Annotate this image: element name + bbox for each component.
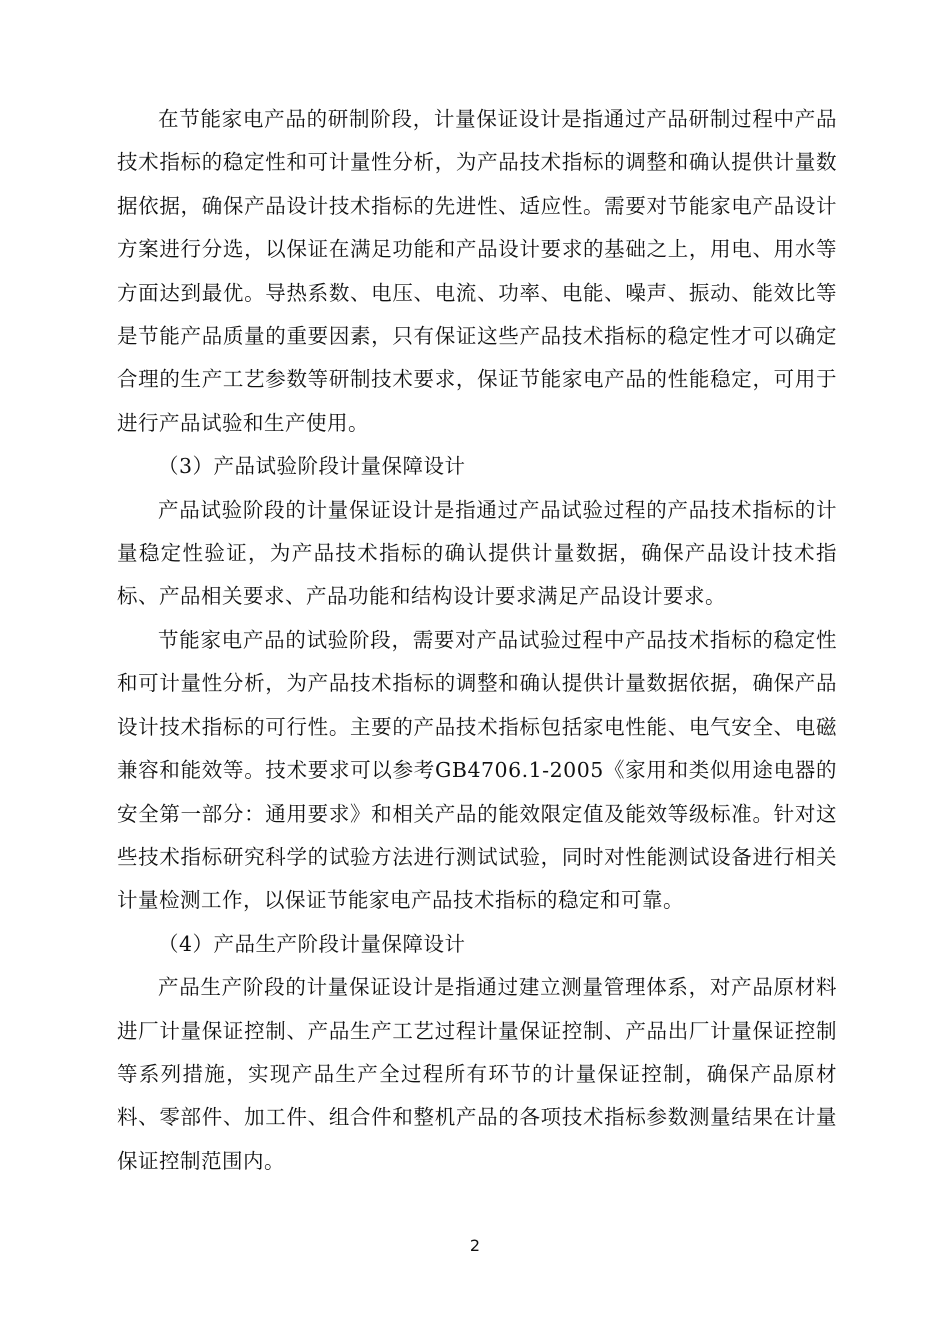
page-number: 2 xyxy=(469,1236,481,1255)
document-body xyxy=(117,98,837,1183)
paragraph-test-stage-definition: 产品试验阶段的计量保证设计是指通过产品试验过程的产品技术指标的计量稳定性验证，为产品技术指标的确认提供计量数据，确保产品设计技术指标、产品相关要求、产品功能和结构设计要求满足产品设计要求。 xyxy=(117,497,837,609)
section-heading-production-stage: （4）产品生产阶段计量保障设计 xyxy=(158,931,466,956)
section-heading-test-stage: （3）产品试验阶段计量保障设计 xyxy=(158,454,466,479)
paragraph-production-stage: 产品生产阶段的计量保证设计是指通过建立测量管理体系，对产品原材料进厂计量保证控制、产品生产工艺过程计量保证控制、产品出厂计量保证控制等系列措施，实现产品生产全过程所有环节的计量保证控制，确保产品原材料、零部件、加工件、组合件和整机产品的各项技术指标参数测量结果在计量保证控制范围内。 xyxy=(117,975,837,1173)
paragraph-test-stage-details: 节能家电产品的试验阶段，需要对产品试验过程中产品技术指标的稳定性和可计量性分析，为产品技术指标的调整和确认提供计量数据依据，确保产品设计技术指标的可行性。主要的产品技术指标包括家电性能、电气安全、电磁兼容和能效等。技术要求可以参考GB4706.1-2005《家用和类似用途电器的安全第一部分：通用要求》和相关产品的能效限定值及能效等级标准。针对这些技术指标研究科学的试验方法进行测试试验，同时对性能测试设备进行相关计量检测工作，以保证节能家电产品技术指标的稳定和可靠。 xyxy=(117,627,837,913)
paragraph-research-stage: 在节能家电产品的研制阶段，计量保证设计是指通过产品研制过程中产品技术指标的稳定性和可计量性分析，为产品技术指标的调整和确认提供计量数据依据，确保产品设计技术指标的先进性、适应性。需要对节能家电产品设计方案进行分选，以保证在满足功能和产品设计要求的基础之上，用电、用水等方面达到最优。导热系数、电压、电流、功率、电能、噪声、振动、能效比等是节能产品质量的重要因素，只有保证这些产品技术指标的稳定性才可以确定合理的生产工艺参数等研制技术要求，保证节能家电产品的性能稳定，可用于进行产品试验和生产使用。 xyxy=(117,107,837,435)
